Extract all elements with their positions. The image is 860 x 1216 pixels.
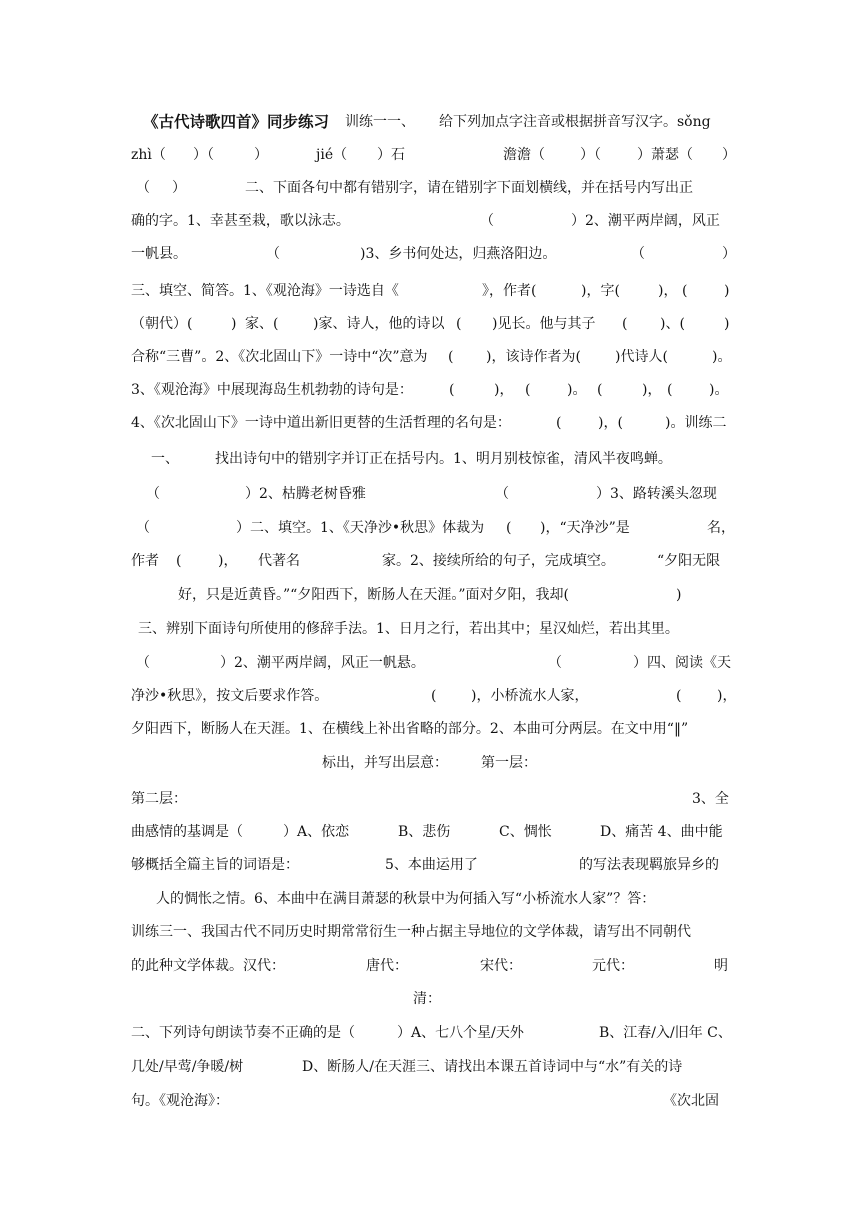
text-segment: （ <box>146 486 160 502</box>
text-segment: )，( <box>598 415 623 431</box>
text-segment: 三、辨别下面诗句所使用的修辞手法。1、日月之行，若出其中；星汉灿烂，若出其里。 <box>138 621 679 637</box>
text-segment: ) <box>676 587 682 603</box>
text-segment: 《次北固 <box>663 1093 719 1109</box>
text-segment: ( <box>431 688 437 704</box>
text-segment: 唐代： <box>366 958 408 974</box>
text-segment: ）（ <box>580 147 601 163</box>
text-segment: ）四、阅读《天 <box>633 655 731 671</box>
text-segment: )，该诗作者为( <box>486 349 581 365</box>
text-segment: “夕阳无限 <box>657 553 721 569</box>
text-segment: 三、填空、简答。1、《观沧海》一诗选自《 <box>131 283 399 299</box>
text-segment: 明 <box>714 958 728 974</box>
text-segment: 的此种文学体裁。汉代： <box>131 958 285 974</box>
text-line <box>0 987 860 1011</box>
text-segment: )见长。他与其子 <box>492 316 596 332</box>
text-segment: 元代： <box>592 958 634 974</box>
text-segment: 清： <box>413 991 441 1007</box>
text-segment: 训练三一、我国古代不同历史时期常常衍生一种占据主导地位的文学体裁，请写出不同朝代 <box>131 924 691 940</box>
text-segment: 澹澹（ <box>503 147 545 163</box>
text-segment: 二、下列诗句朗读节奏不正确的是（ <box>131 1025 355 1041</box>
text-segment: ( <box>506 520 512 536</box>
text-segment: 家。2、接续所给的句子，完成填空。 <box>382 553 615 569</box>
text-segment: 3、全 <box>692 791 729 807</box>
text-segment: )，小桥流水人家， <box>471 688 589 704</box>
text-segment: （ <box>480 213 494 229</box>
text-segment: )， <box>642 382 662 398</box>
text-line <box>0 617 860 641</box>
text-line <box>0 954 860 978</box>
text-line <box>0 411 860 435</box>
text-line <box>0 751 860 775</box>
text-segment: 3、《观沧海》中展现海岛生机勃勃的诗句是： <box>131 382 413 398</box>
text-segment: ）3、路转溪头忽现 <box>596 486 717 502</box>
text-segment: （ <box>631 246 645 262</box>
text-segment: ） <box>722 147 736 163</box>
text-segment: ) <box>231 316 237 332</box>
text-segment: ) <box>724 283 730 299</box>
text-segment: 家、 <box>245 316 273 332</box>
text-segment: jié（ <box>316 147 348 163</box>
text-line <box>0 1055 860 1079</box>
text-line <box>0 717 860 741</box>
text-line <box>0 312 860 336</box>
text-segment: ） <box>254 147 268 163</box>
text-segment: )。训练二 <box>665 415 727 431</box>
text-segment: 二、下面各句中都有错别字，请在错别字下面划横线，并在括号内写出正 <box>245 180 693 196</box>
text-segment: ( <box>525 382 531 398</box>
text-segment: )， <box>494 382 514 398</box>
text-segment: ( <box>448 349 454 365</box>
text-segment: 曲感情的基调是（ <box>131 824 243 840</box>
text-segment: ）A、七八个星/天外 <box>397 1025 524 1041</box>
text-segment: 一、 <box>151 451 179 467</box>
text-segment: 够概括全篇主旨的词语是： <box>131 857 299 873</box>
text-line <box>0 583 860 607</box>
text-segment: ( <box>449 382 455 398</box>
text-segment: 的写法表现羁旅异乡的 <box>579 857 719 873</box>
text-segment: ）二、填空。1、《天净沙•秋思》体裁为 <box>236 520 485 536</box>
text-segment: ( <box>273 316 279 332</box>
text-segment: 代著名 <box>258 553 300 569</box>
text-segment: 给下列加点字注音或根据拼音写汉字。sǒng <box>439 114 711 130</box>
text-segment: 好，只是近黄昏。”“夕阳西下，断肠人在天涯。”面对夕阳，我却( <box>178 587 569 603</box>
text-segment: 一帆县。 <box>131 246 187 262</box>
text-segment: ）2、潮平两岸阔，风正 <box>571 213 720 229</box>
text-line <box>0 684 860 708</box>
text-segment: ( <box>597 382 603 398</box>
text-segment: （ <box>136 655 150 671</box>
text-segment: )3、乡书何处达，归燕洛阳边。 <box>360 246 557 262</box>
text-segment: 找出诗句中的错别字并订正在括号内。1、明月别枝惊雀，清风半夜鸣蝉。 <box>215 451 672 467</box>
text-segment: 4、《次北固山下》一诗中道出新旧更替的生活哲理的名句是： <box>131 415 511 431</box>
text-segment: （ <box>136 520 150 536</box>
text-segment: ）2、潮平两岸阔，风正一帆悬。 <box>220 655 425 671</box>
text-segment: 人的惆怅之情。6、本曲中在满目萧瑟的秋景中为何插入写“小桥流水人家”？答： <box>156 891 656 907</box>
text-line <box>0 1021 860 1045</box>
text-segment: )。 <box>712 349 732 365</box>
text-segment: （朝代）( <box>131 316 193 332</box>
text-line <box>0 853 860 877</box>
text-segment: ( <box>456 316 462 332</box>
text-segment: 净沙•秋思》，按文后要求作答。 <box>131 688 329 704</box>
text-segment: 名， <box>707 520 735 536</box>
text-segment: ）石 <box>377 147 405 163</box>
text-segment: ） <box>722 246 736 262</box>
text-line <box>0 820 860 844</box>
text-line <box>0 110 860 134</box>
text-line <box>0 482 860 506</box>
text-segment: （ <box>136 180 150 196</box>
text-segment: )， <box>717 688 737 704</box>
text-segment: 合称“三曹”。2、《次北固山下》一诗中“次”意为 <box>131 349 428 365</box>
text-segment: C、惆怅 <box>499 824 552 840</box>
text-segment: )。 <box>709 382 729 398</box>
text-segment: ( <box>176 553 182 569</box>
text-segment: ( <box>622 316 628 332</box>
text-segment: ( <box>676 688 682 704</box>
text-segment: 训练一一、 <box>345 114 415 130</box>
text-segment: ）萧瑟（ <box>637 147 693 163</box>
text-segment: 作者 <box>131 553 159 569</box>
text-line <box>0 920 860 944</box>
text-segment: （ <box>266 246 280 262</box>
text-segment: 夕阳西下，断肠人在天涯。1、在横线上补出省略的部分。2、本曲可分两层。在文中用“‖” <box>131 721 689 737</box>
text-segment: B、悲伤 <box>398 824 451 840</box>
text-segment: 句。《观沧海》： <box>131 1093 229 1109</box>
text-segment: )，“天净沙”是 <box>540 520 630 536</box>
text-segment: ) <box>724 316 730 332</box>
document-title: 《古代诗歌四首》同步练习 <box>143 112 330 131</box>
text-segment: 标出，并写出层意： <box>322 755 448 771</box>
text-segment: 确的字。1、幸甚至栽，歌以泳志。 <box>131 213 350 229</box>
text-segment: 5、本曲运用了 <box>385 857 478 873</box>
text-line <box>0 143 860 167</box>
text-segment: )代诗人( <box>615 349 668 365</box>
text-line <box>0 516 860 540</box>
text-line <box>0 345 860 369</box>
text-segment: B、江春/入/旧年 C、 <box>599 1025 732 1041</box>
text-segment: （ <box>548 655 562 671</box>
text-segment: ） <box>172 180 186 196</box>
text-line <box>0 651 860 675</box>
text-segment: )、( <box>660 316 685 332</box>
text-segment: D、痛苦 4、曲中能 <box>600 824 723 840</box>
text-line <box>0 549 860 573</box>
text-line <box>0 176 860 200</box>
text-segment: D、断肠人/在天涯三、请找出本课五首诗词中与“水”有关的诗 <box>302 1059 683 1075</box>
text-segment: 宋代： <box>480 958 522 974</box>
text-segment: 第一层： <box>481 755 537 771</box>
text-segment: )家、诗人，他的诗以 <box>313 316 445 332</box>
text-segment: ）A、依恋 <box>283 824 350 840</box>
text-line <box>0 787 860 811</box>
text-line <box>0 447 860 471</box>
text-line <box>0 242 860 266</box>
text-segment: ( <box>682 283 688 299</box>
text-segment: )，字( <box>581 283 620 299</box>
text-line <box>0 209 860 233</box>
text-segment: 第二层： <box>131 791 187 807</box>
text-line <box>0 279 860 303</box>
text-segment: ）（ <box>193 147 214 163</box>
text-segment: )， <box>218 553 238 569</box>
text-segment: （ <box>495 486 509 502</box>
text-segment: )。 <box>567 382 587 398</box>
text-line <box>0 378 860 402</box>
text-segment: 》，作者( <box>482 283 537 299</box>
text-segment: )， <box>658 283 678 299</box>
text-segment: ( <box>667 382 673 398</box>
text-segment: zhì（ <box>131 147 166 163</box>
text-segment: 几处/早莺/争暖/树 <box>131 1059 244 1075</box>
text-line <box>0 887 860 911</box>
text-segment: ( <box>556 415 562 431</box>
text-line <box>0 1089 860 1113</box>
text-segment: ）2、枯腾老树昏雅 <box>245 486 366 502</box>
